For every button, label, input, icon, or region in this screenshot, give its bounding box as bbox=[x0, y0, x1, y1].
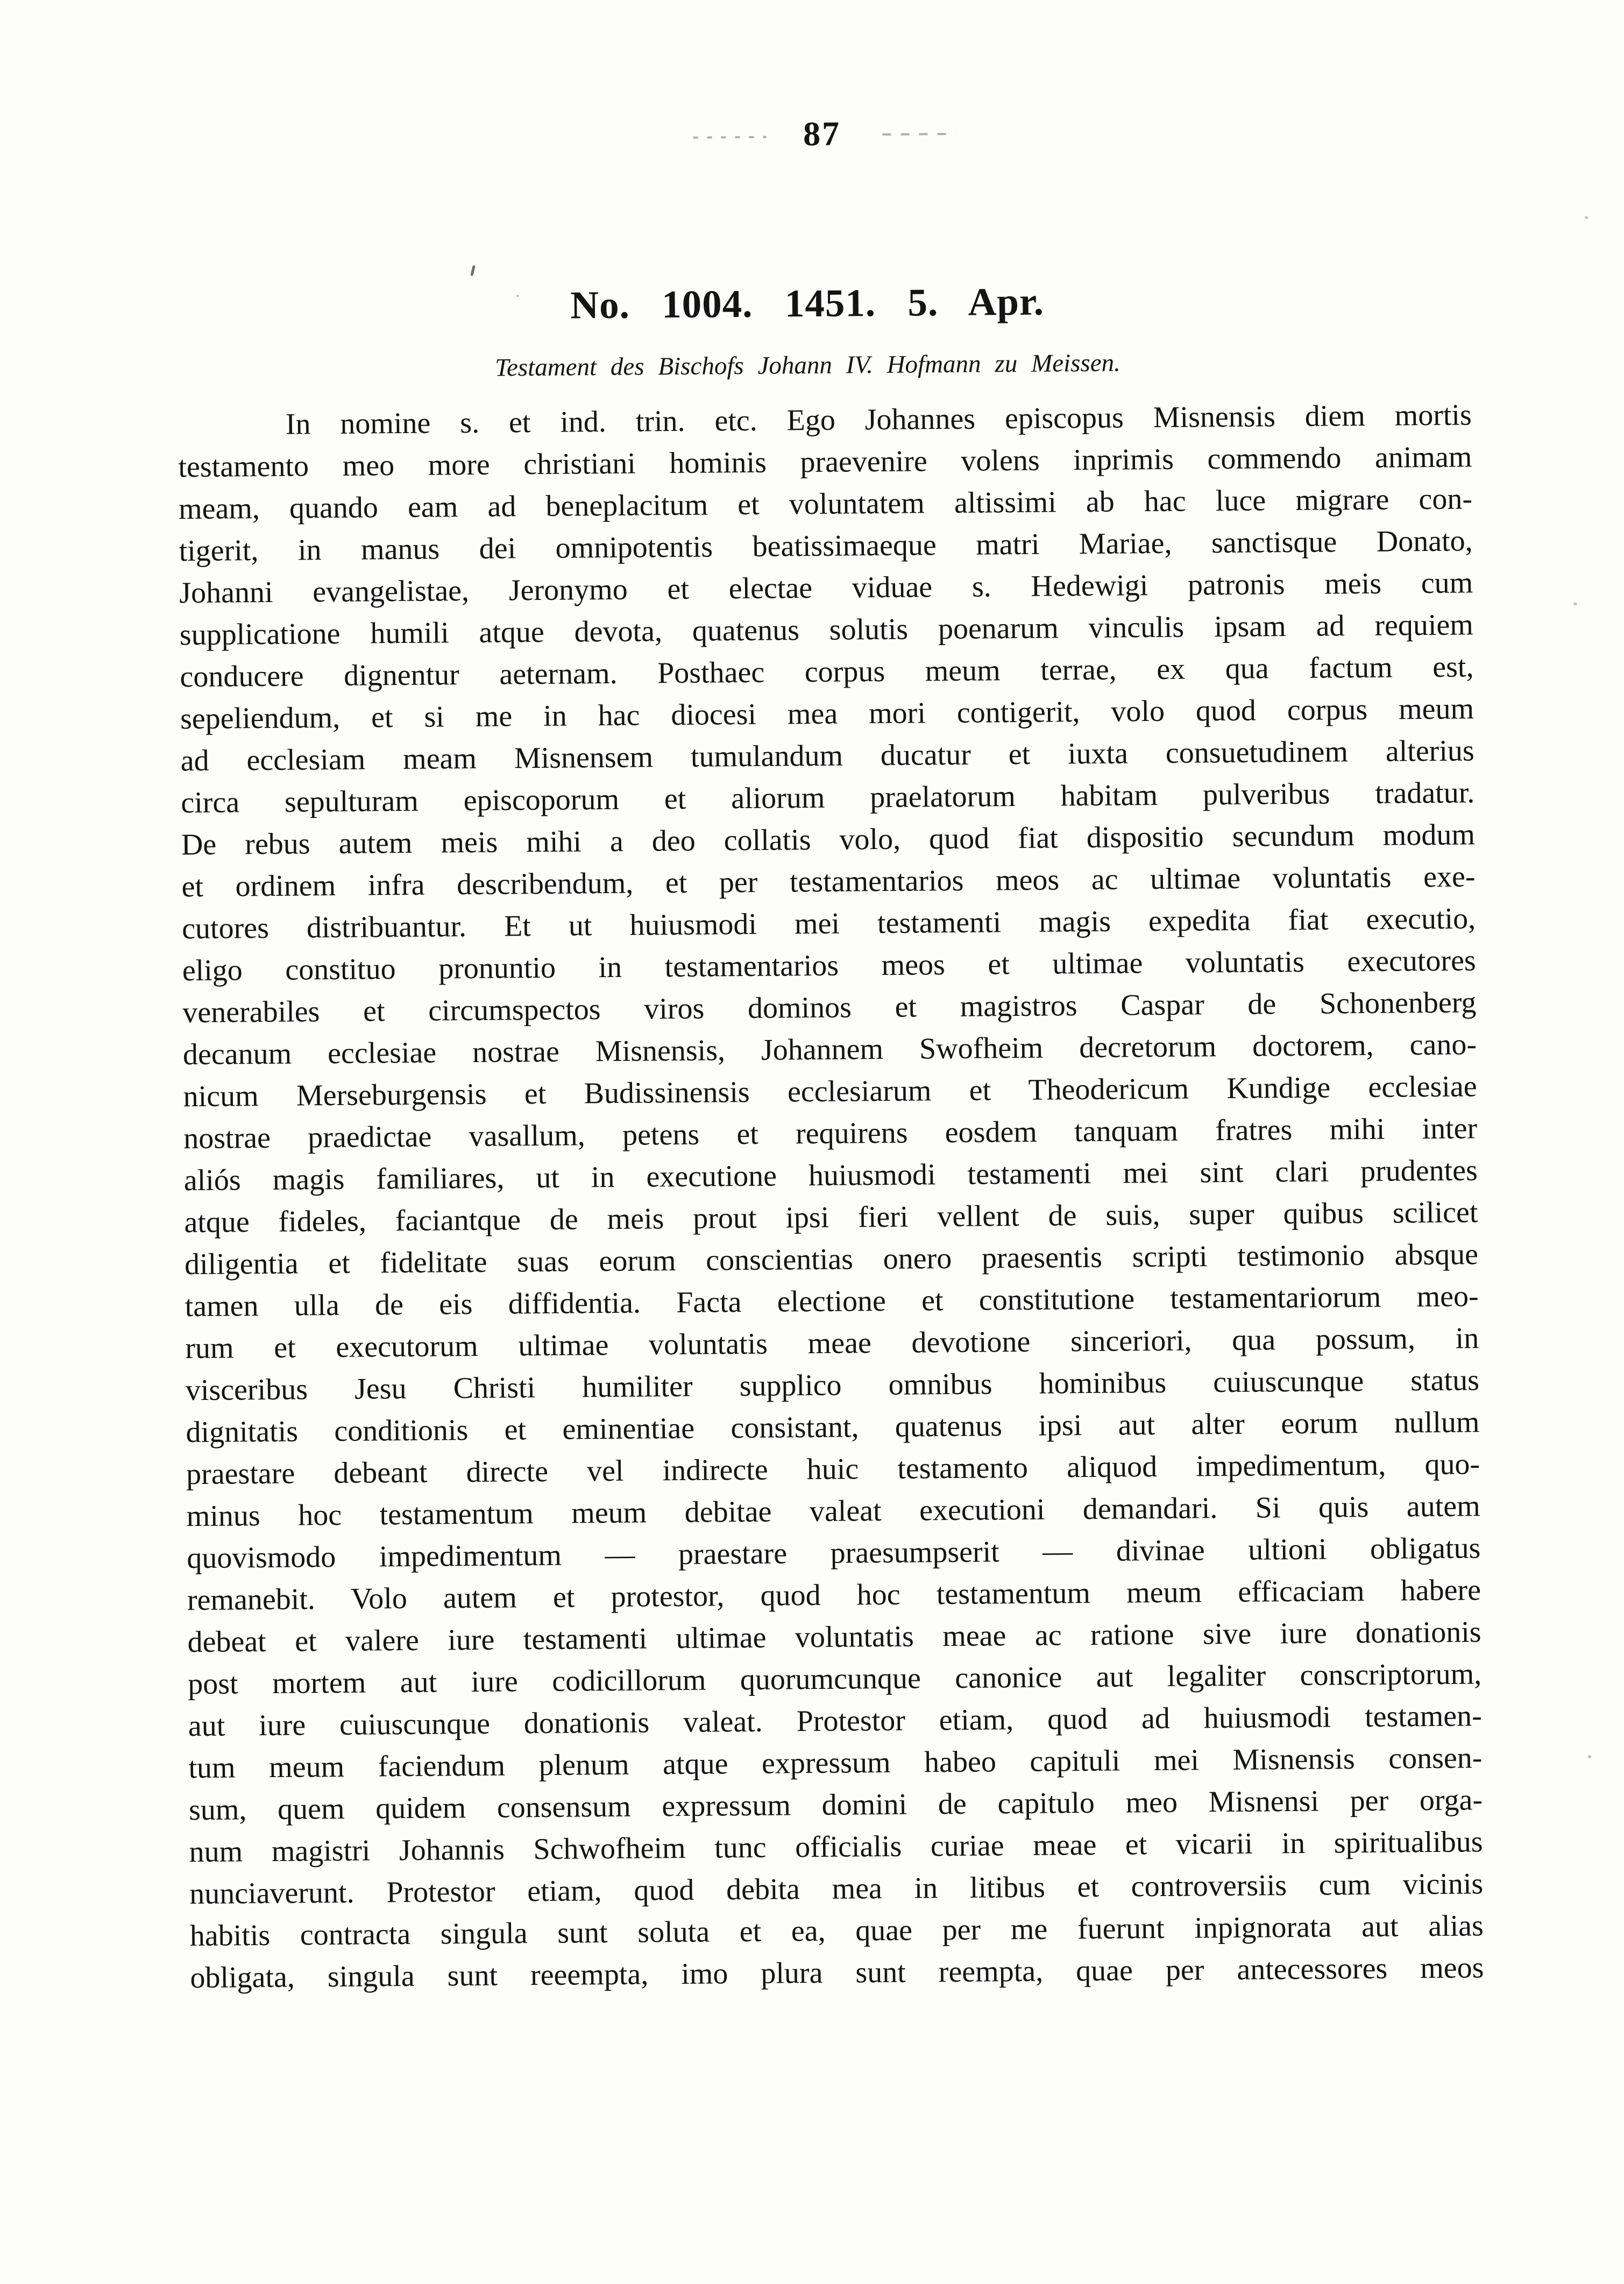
text-line: conducere dignentur aeternam. Posthaec corpus meum terrae, ex qua factum est, bbox=[180, 650, 1474, 694]
page-header bbox=[10, 108, 1624, 160]
text-line: In nomine s. et ind. trin. etc. Ego Johannes episcopus Misnensis diem mortis bbox=[285, 398, 1472, 441]
scan-artifact-stray-mark bbox=[470, 265, 476, 277]
text-line: testamento meo more christiani hominis praevenire volens inprimis commendo animam bbox=[178, 440, 1472, 484]
text-line: et ordinem infra describendum, et per testamentarios meos ac ultimae voluntatis exe- bbox=[181, 860, 1476, 904]
text-line: diligentia et fidelitate suas eorum conscientias onero praesentis scripti testimonio absque bbox=[184, 1238, 1479, 1282]
text-line: circa sepulturam episcoporum et aliorum praelatorum habitam pulveribus tradatur. bbox=[181, 776, 1475, 820]
text-line: sepeliendum, et si me in hac diocesi mea mori contigerit, volo quod corpus meum bbox=[180, 692, 1474, 736]
text-line: num magistri Johannis Schwofheim tunc officialis curiae meae et vicarii in spiritualibus bbox=[189, 1825, 1483, 1869]
text-line: nostrae praedictae vasallum, petens et requirens eosdem tanquam fratres mihi inter bbox=[183, 1112, 1478, 1156]
text-line: supplicatione humili atque devota, quatenus solutis poenarum vinculis ipsam ad requiem bbox=[179, 608, 1474, 652]
text-line: habitis contracta singula sunt soluta et ea, quae per me fuerunt inpignorata aut alias bbox=[189, 1909, 1484, 1953]
text-line: sum, quem quidem consensum expressum domini de capitulo meo Misnensi per orga- bbox=[188, 1783, 1483, 1827]
text-line: post mortem aut iure codicillorum quorumcunque canonice aut legaliter conscriptorum, bbox=[187, 1657, 1482, 1701]
text-line: dignitatis conditionis et eminentiae consistant, quatenus ipsi aut alter eorum nullum bbox=[186, 1405, 1480, 1449]
text-line: cutores distribuantur. Et ut huiusmodi mei testamenti magis expedita fiat executio, bbox=[181, 902, 1476, 946]
text-line: debeat et valere iure testamenti ultimae voluntatis meae ac ratione sive iure donationis bbox=[187, 1615, 1481, 1659]
scan-speck bbox=[1588, 1755, 1591, 1758]
document-subtitle: Testament des Bischofs Johann IV. Hofmann zu Meissen. bbox=[494, 349, 1121, 382]
text-line: atque fideles, faciantque de meis prout ipsi fieri vellent de suis, super quibus scilicet bbox=[184, 1196, 1478, 1240]
page-number: 87 bbox=[803, 114, 841, 153]
text-line: rum et executorum ultimae voluntatis meae devotione sinceriori, qua possum, in bbox=[185, 1321, 1479, 1366]
text-line: praestare debeant directe vel indirecte huic testamento aliquod impedimentum, quo- bbox=[186, 1447, 1480, 1491]
body-text bbox=[178, 394, 1484, 1999]
text-line: decanum ecclesiae nostrae Misnensis, Johannem Swofheim decretorum doctorem, cano- bbox=[182, 1028, 1477, 1072]
text-line: aut iure cuiuscunque donationis valeat. Protestor etiam, quod ad huiusmodi testamen- bbox=[188, 1699, 1482, 1743]
text-line: quovismodo impedimentum — praestare praesumpserit — divinae ultioni obligatus bbox=[187, 1531, 1481, 1575]
text-line: tigerit, in manus dei omnipotentis beatissimaeque matri Mariae, sanctisque Donato, bbox=[179, 524, 1473, 568]
text-line: aliós magis familiares, ut in executione huiusmodi testamenti mei sint clari prudentes bbox=[183, 1154, 1478, 1198]
document-heading: No. 1004. 1451. 5. Apr. bbox=[570, 279, 1045, 327]
scan-speck bbox=[1585, 216, 1588, 219]
text-line: visceribus Jesu Christi humiliter supplico omnibus hominibus cuiuscunque status bbox=[185, 1363, 1480, 1408]
text-line: eligo constituo pronuntio in testamentarios meos et ultimae voluntatis executores bbox=[182, 944, 1476, 988]
text-line: Johanni evangelistae, Jeronymo et electae viduae s. Hedewigi patronis meis cum bbox=[179, 566, 1473, 610]
text-line: tum meum faciendum plenum atque expressum habeo capituli mei Misnensis consen- bbox=[188, 1741, 1483, 1785]
text-line: obligata, singula sunt reeempta, imo plura sunt reempta, quae per antecessores meos bbox=[190, 1951, 1484, 1995]
text-line: venerabiles et circumspectos viros dominos et magistros Caspar de Schonenberg bbox=[182, 986, 1477, 1030]
scan-speck bbox=[516, 295, 519, 297]
text-line: tamen ulla de eis diffidentia. Facta electione et constitutione testamentariorum meo- bbox=[185, 1279, 1479, 1324]
text-line: ad ecclesiam meam Misnensem tumulandum ducatur et iuxta consuetudinem alterius bbox=[180, 734, 1474, 778]
scan-speck bbox=[1573, 603, 1577, 605]
text-line: De rebus autem meis mihi a deo collatis volo, quod fiat dispositio secundum modum bbox=[181, 818, 1476, 862]
text-line: remanebit. Volo autem et protestor, quod hoc testamentum meum efficaciam habere bbox=[187, 1573, 1481, 1617]
text-line: meam, quando eam ad beneplacitum et voluntatem altissimi ab hac luce migrare con- bbox=[178, 482, 1473, 526]
text-line: minus hoc testamentum meum debitae valeat executioni demandari. Si quis autem bbox=[186, 1489, 1480, 1533]
text-line: nicum Merseburgensis et Budissinensis ecclesiarum et Theodericum Kundige ecclesiae bbox=[183, 1070, 1477, 1114]
text-line: nunciaverunt. Protestor etiam, quod debita mea in litibus et controversiis cum vicinis bbox=[189, 1867, 1484, 1911]
